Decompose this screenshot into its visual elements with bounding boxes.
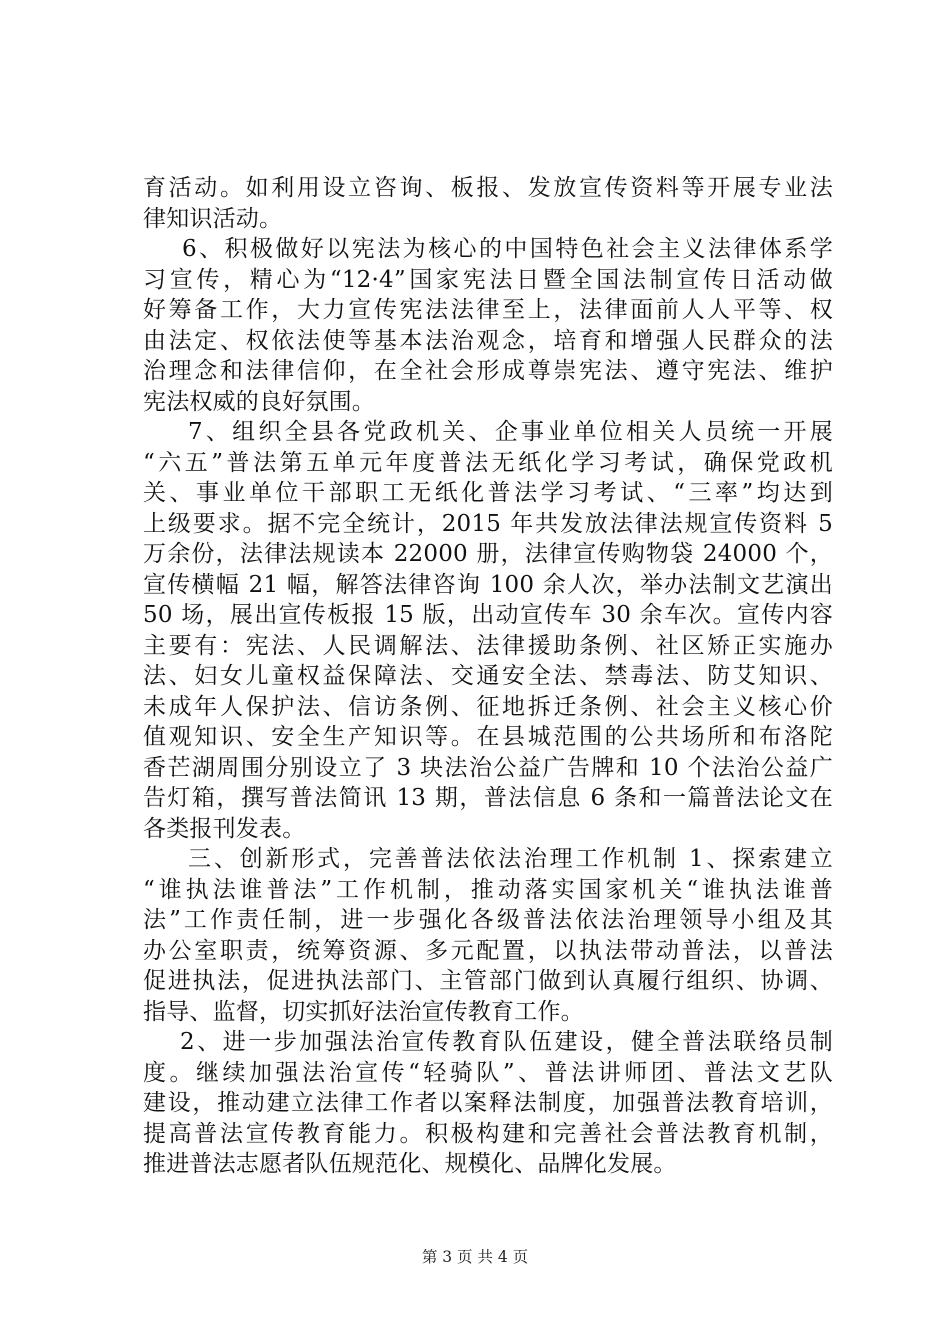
text-line: 关、事业单位干部职工无纸化普法学习考试、“三率”均达到 xyxy=(143,480,833,506)
text-line: 值观知识、安全生产知识等。在县城范围的公共场所和布洛陀 xyxy=(143,724,833,750)
text-line: 6、积极做好以宪法为核心的中国特色社会主义法律体系学 xyxy=(182,236,833,262)
text-line: “六五”普法第五单元年度普法无纸化学习考试，确保党政机 xyxy=(143,449,833,476)
text-line: 各类报刊发表。 xyxy=(143,815,306,842)
text-line: 由法定、权依法使等基本法治观念，培育和增强人民群众的法 xyxy=(143,327,833,354)
text-line: 50 场，展出宣传板报 15 版，出动宣传车 30 余车次。宣传内容 xyxy=(143,602,833,628)
text-line: 7、组织全县各党政机关、企事业单位相关人员统一开展 xyxy=(188,419,833,445)
text-line: 促进执法，促进执法部门、主管部门做到认真履行组织、协调、 xyxy=(143,968,833,994)
text-line: 律知识活动。 xyxy=(143,205,283,232)
text-line: 宪法权威的良好氛围。 xyxy=(143,388,375,415)
text-line: 好筹备工作，大力宣传宪法法律至上，法律面前人人平等、权 xyxy=(143,297,833,323)
text-line: 三、创新形式，完善普法依法治理工作机制 1、探索建立 xyxy=(188,846,833,872)
document-body xyxy=(143,173,833,1180)
text-line: 育活动。如利用设立咨询、板报、发放宣传资料等开展专业法 xyxy=(143,175,833,201)
text-line: 推进普法志愿者队伍规范化、规模化、品牌化发展。 xyxy=(143,1151,677,1177)
text-line: 香芒湖周围分别设立了 3 块法治公益广告牌和 10 个法治公益广 xyxy=(143,754,833,781)
text-line: 提高普法宣传教育能力。积极构建和完善社会普法教育机制， xyxy=(143,1120,833,1147)
text-line: 法、妇女儿童权益保障法、交通安全法、禁毒法、防艾知识、 xyxy=(143,663,833,689)
text-line: 上级要求。据不完全统计，2015 年共发放法律法规宣传资料 5 xyxy=(143,510,833,537)
text-line: 办公室职责，统筹资源、多元配置，以执法带动普法，以普法 xyxy=(143,937,833,964)
text-line: 2、进一步加强法治宣传教育队伍建设，健全普法联络员制 xyxy=(180,1029,833,1055)
text-line: 指导、监督，切实抓好法治宣传教育工作。 xyxy=(143,998,584,1025)
text-line: 告灯箱，撰写普法简讯 13 期，普法信息 6 条和一篇普法论文在 xyxy=(143,785,833,811)
text-line: 法”工作责任制，进一步强化各级普法依法治理领导小组及其 xyxy=(143,907,833,933)
text-line: 习宣传，精心为“12·4”国家宪法日暨全国法制宣传日活动做 xyxy=(143,266,833,293)
text-line: 宣传横幅 21 幅，解答法律咨询 100 余人次，举办法制文艺演出 xyxy=(143,571,833,598)
text-line: 主要有：宪法、人民调解法、法律援助条例、社区矫正实施办 xyxy=(143,632,833,659)
text-line: 治理念和法律信仰，在全社会形成尊崇宪法、遵守宪法、维护 xyxy=(143,358,833,384)
page-footer: 第 3 页 共 4 页 xyxy=(421,1248,529,1266)
text-line: 未成年人保护法、信访条例、征地拆迁条例、社会主义核心价 xyxy=(143,693,833,720)
text-line: “谁执法谁普法”工作机制，推动落实国家机关“谁执法谁普 xyxy=(143,876,833,903)
text-line: 建设，推动建立法律工作者以案释法制度，加强普法教育培训， xyxy=(143,1090,833,1116)
text-line: 度。继续加强法治宣传“轻骑队”、普法讲师团、普法文艺队 xyxy=(143,1059,833,1086)
text-line: 万余份，法律法规读本 22000 册，法律宣传购物袋 24000 个， xyxy=(143,541,833,567)
